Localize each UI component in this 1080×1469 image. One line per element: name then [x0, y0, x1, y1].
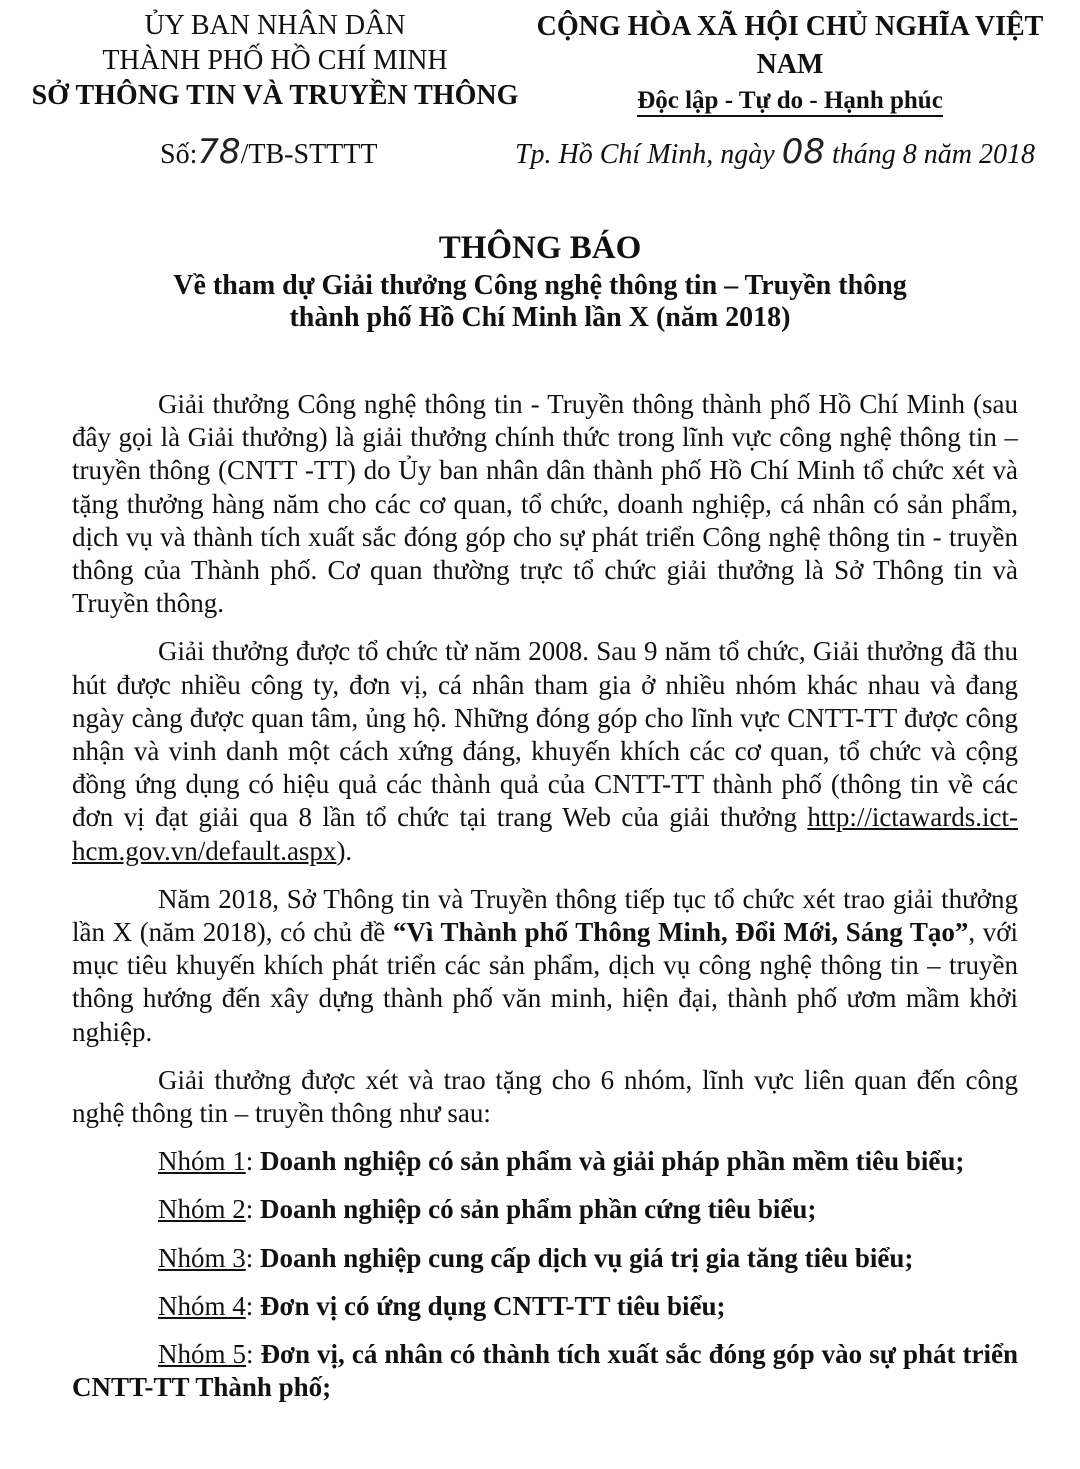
paragraph-2-text: Giải thưởng được tổ chức từ năm 2008. Sau 9 năm tổ chức, Giải thưởng đã thu hút được nhiều công ty, đơn vị, cá nhân tham gia ở nhiều nhóm khác nhau và đang ngày càng được quan tâm, ủng hộ. Những đóng góp cho lĩnh vực CNTT-TT được công nhận và vinh danh một cách xứng đáng, khuyến khích các cơ quan, tổ chức và cộng đồng ứng dụng có hiệu quả các thành quả của CNTT-TT thành phố (thông tin về các đơn vị đạt giải qua 8 lần tổ chức tại trang Web của giải thưởng [72, 636, 1018, 833]
group-label: Nhóm 5 [158, 1339, 247, 1370]
group-label: Nhóm 4 [158, 1290, 246, 1321]
national-motto-block [510, 8, 1070, 118]
group-label: Nhóm 3 [158, 1242, 246, 1273]
group-separator: : [245, 1146, 261, 1177]
group-description: Đơn vị, cá nhân có thành tích xuất sắc đóng góp vào sự phát triển CNTT-TT Thành phố; [72, 1339, 1018, 1403]
paragraph-3-before: Năm 2018, Sở Thông tin và Truyền thông tiếp tục tổ chức xét trao giải thưởng lần X (năm 2018), có chủ đề [72, 883, 1018, 948]
issuing-agency-block [30, 8, 520, 113]
group-label: Nhóm 2 [158, 1194, 246, 1225]
reference-prefix: Số: [160, 139, 198, 170]
group-description: Doanh nghiệp cung cấp dịch vụ giá trị gia tăng tiêu biểu; [260, 1242, 914, 1273]
subject-line-1: Về tham dự Giải thưởng Công nghệ thông tin – Truyền thông [173, 270, 907, 301]
group-description: Doanh nghiệp có sản phẩm phần cứng tiêu biểu; [260, 1194, 817, 1225]
group-separator: : [245, 1290, 261, 1321]
group-separator: : [245, 1242, 261, 1273]
group-item-2 [72, 1193, 1018, 1226]
group-item-3 [72, 1242, 1018, 1275]
award-theme: “Vì Thành phố Thông Minh, Đổi Mới, Sáng Tạo” [392, 917, 969, 948]
paragraph-4: Giải thưởng được xét và trao tặng cho 6 nhóm, lĩnh vực liên quan đến công nghệ thông tin – truyền thông như sau: [72, 1064, 1018, 1129]
reference-handwritten-number: 78 [197, 132, 241, 172]
reference-suffix: /TB-STTTT [240, 139, 378, 170]
document-subject [100, 270, 980, 334]
place-date-before: Tp. Hồ Chí Minh, ngày [514, 139, 782, 170]
paragraph-2 [72, 635, 1018, 867]
awards-website-link[interactable]: http://ictawards.ict-hcm.gov.vn/default.aspx [72, 802, 1018, 866]
place-date [515, 132, 1035, 175]
paragraph-2-end: ). [336, 835, 353, 866]
nation-name: CỘNG HÒA XÃ HỘI CHỦ NGHĨA VIỆT NAM [536, 11, 1044, 80]
reference-number [160, 132, 378, 175]
paragraph-1: Giải thưởng Công nghệ thông tin - Truyền thông thành phố Hồ Chí Minh (sau đây gọi là Giải thưởng) là giải thưởng chính thức trong lĩnh vực công nghệ thông tin – truyền thông (CNTT -TT) do Ủy ban nhân dân thành phố Hồ Chí Minh tổ chức xét và tặng thưởng hàng năm cho các cơ quan, tổ chức, doanh nghiệp, cá nhân có sản phẩm, dịch vụ và thành tích xuất sắc đóng góp cho sự phát triển Công nghệ thông tin - truyền thông của Thành phố. Cơ quan thường trực tổ chức giải thưởng là Sở Thông tin và Truyền thông. [72, 389, 1018, 619]
paragraph-3 [72, 883, 1018, 1049]
paragraph-3-after: , với mục tiêu khuyến khích phát triển các sản phẩm, dịch vụ công nghệ thông tin – truyền thông hướng đến xây dựng thành phố văn minh, hiện đại, thành phố ươm mầm khởi nghiệp. [72, 917, 1018, 1047]
group-item-5 [72, 1338, 1018, 1404]
agency-line-1: ỦY BAN NHÂN DÂN [144, 10, 406, 41]
group-description: Doanh nghiệp có sản phẩm và giải pháp phần mềm tiêu biểu; [260, 1146, 965, 1177]
group-label: Nhóm 1 [158, 1146, 246, 1177]
subject-line-2: thành phố Hồ Chí Minh lần X (năm 2018) [289, 302, 791, 333]
group-item-4 [72, 1290, 1018, 1323]
group-separator: : [246, 1339, 261, 1370]
agency-line-2: THÀNH PHỐ HỒ CHÍ MINH [102, 45, 448, 76]
nation-motto: Độc lập - Tự do - Hạnh phúc [637, 87, 943, 117]
date-handwritten-day: 08 [781, 132, 825, 172]
document-body [72, 388, 1018, 1419]
agency-line-3: SỞ THÔNG TIN VÀ TRUYỀN THÔNG [31, 80, 519, 111]
document-title: THÔNG BÁO [438, 230, 642, 266]
group-separator: : [245, 1194, 261, 1225]
place-date-after: tháng 8 năm 2018 [825, 139, 1035, 170]
group-description: Đơn vị có ứng dụng CNTT-TT tiêu biểu; [260, 1290, 726, 1321]
group-item-1 [72, 1145, 1018, 1178]
